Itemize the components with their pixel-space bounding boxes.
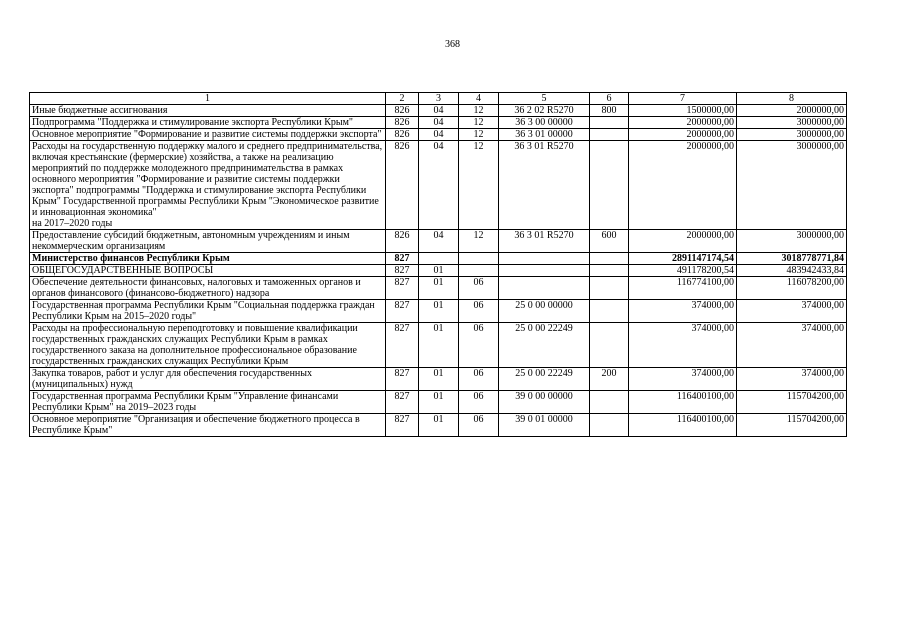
row-col2-cell: 827 [386, 300, 419, 323]
row-col7-cell: 2000000,00 [629, 117, 737, 129]
table-row [30, 117, 847, 129]
row-col6-cell: 600 [590, 230, 629, 253]
row-name-cell: ОБЩЕГОСУДАРСТВЕННЫЕ ВОПРОСЫ [30, 265, 386, 277]
row-col5-cell: 39 0 01 00000 [499, 414, 590, 437]
row-col3-cell: 01 [419, 414, 459, 437]
row-name-cell: Обеспечение деятельности финансовых, налоговых и таможенных органов и органов финансового (финансово-бюджетного) надзора [30, 277, 386, 300]
row-col3-cell: 04 [419, 230, 459, 253]
row-col6-cell [590, 277, 629, 300]
row-col7-cell: 491178200,54 [629, 265, 737, 277]
row-name-cell: Иные бюджетные ассигнования [30, 105, 386, 117]
row-col5-cell: 36 3 01 R5270 [499, 141, 590, 230]
table-row [30, 105, 847, 117]
row-col2-cell: 826 [386, 129, 419, 141]
row-col8-cell: 374000,00 [737, 368, 847, 391]
row-col8-cell: 3000000,00 [737, 117, 847, 129]
row-col5-cell [499, 253, 590, 265]
row-col3-cell: 01 [419, 391, 459, 414]
table-row [30, 414, 847, 437]
row-col3-cell: 04 [419, 105, 459, 117]
table-row [30, 141, 847, 230]
row-col5-cell [499, 265, 590, 277]
row-name-cell: Расходы на государственную поддержку малого и среднего предпринимательства, включая крестьянские (фермерские) хозяйства, а также на реализацию мероприятий по поддержке молодежного предпринимательства в рамках основного мероприятия "Формирование и развитие системы поддержки экспорта" подпрограммы "Поддержка и стимулирование экспорта Республики Крым" Государственной программы Республики Крым "Экономическое развитие и инновационная экономика" на 2017–2020 годы [30, 141, 386, 230]
row-col4-cell: 12 [459, 105, 499, 117]
row-col8-cell: 374000,00 [737, 300, 847, 323]
header-cell: 4 [459, 93, 499, 105]
row-col4-cell: 06 [459, 277, 499, 300]
row-col8-cell: 3000000,00 [737, 141, 847, 230]
row-name-cell: Предоставление субсидий бюджетным, автономным учреждениям и иным некоммерческим организациям [30, 230, 386, 253]
row-col2-cell: 826 [386, 230, 419, 253]
row-col6-cell: 200 [590, 368, 629, 391]
row-col4-cell: 06 [459, 368, 499, 391]
budget-table [29, 92, 847, 437]
header-cell: 6 [590, 93, 629, 105]
row-col5-cell: 39 0 00 00000 [499, 391, 590, 414]
row-col7-cell: 116400100,00 [629, 391, 737, 414]
row-col2-cell: 827 [386, 253, 419, 265]
table-row [30, 253, 847, 265]
row-col3-cell: 01 [419, 277, 459, 300]
row-name-cell: Основное мероприятие "Организация и обеспечение бюджетного процесса в Республике Крым" [30, 414, 386, 437]
row-col8-cell: 115704200,00 [737, 414, 847, 437]
row-col6-cell [590, 253, 629, 265]
row-col3-cell: 04 [419, 141, 459, 230]
row-name-cell: Подпрограмма "Поддержка и стимулирование экспорта Республики Крым" [30, 117, 386, 129]
row-col5-cell: 36 2 02 R5270 [499, 105, 590, 117]
row-col3-cell: 04 [419, 129, 459, 141]
row-col3-cell: 01 [419, 265, 459, 277]
row-col6-cell [590, 414, 629, 437]
row-col4-cell: 06 [459, 323, 499, 368]
row-col5-cell: 25 0 00 22249 [499, 323, 590, 368]
row-col8-cell: 3000000,00 [737, 230, 847, 253]
row-col8-cell: 115704200,00 [737, 391, 847, 414]
row-col8-cell: 483942433,84 [737, 265, 847, 277]
row-col2-cell: 827 [386, 391, 419, 414]
table-row [30, 129, 847, 141]
row-col4-cell: 12 [459, 129, 499, 141]
row-col2-cell: 826 [386, 117, 419, 129]
row-col4-cell: 06 [459, 414, 499, 437]
row-col8-cell: 3018778771,84 [737, 253, 847, 265]
page-number: 368 [445, 39, 460, 50]
row-col8-cell: 374000,00 [737, 323, 847, 368]
row-name-cell: Основное мероприятие "Формирование и развитие системы поддержки экспорта" [30, 129, 386, 141]
row-col4-cell: 12 [459, 117, 499, 129]
row-col2-cell: 827 [386, 277, 419, 300]
table-row [30, 265, 847, 277]
header-cell: 5 [499, 93, 590, 105]
row-col4-cell: 12 [459, 230, 499, 253]
table-row [30, 277, 847, 300]
table-header-row [30, 93, 847, 105]
table-row [30, 391, 847, 414]
row-col5-cell [499, 277, 590, 300]
table-row [30, 323, 847, 368]
row-col2-cell: 827 [386, 414, 419, 437]
row-col7-cell: 2000000,00 [629, 129, 737, 141]
row-col3-cell [419, 253, 459, 265]
table-row [30, 230, 847, 253]
row-col5-cell: 36 3 01 00000 [499, 129, 590, 141]
row-name-cell: Министерство финансов Республики Крым [30, 253, 386, 265]
header-cell: 8 [737, 93, 847, 105]
row-col2-cell: 826 [386, 105, 419, 117]
row-name-cell: Государственная программа Республики Крым "Социальная поддержка граждан Республики Крым на 2015–2020 годы" [30, 300, 386, 323]
row-col4-cell [459, 265, 499, 277]
row-col6-cell [590, 141, 629, 230]
row-col3-cell: 01 [419, 368, 459, 391]
row-col7-cell: 1500000,00 [629, 105, 737, 117]
row-col4-cell [459, 253, 499, 265]
row-col7-cell: 2000000,00 [629, 230, 737, 253]
row-col2-cell: 827 [386, 323, 419, 368]
row-name-cell: Государственная программа Республики Крым "Управление финансами Республики Крым" на 2019–2023 годы [30, 391, 386, 414]
row-col3-cell: 01 [419, 300, 459, 323]
row-col7-cell: 116400100,00 [629, 414, 737, 437]
row-col5-cell: 25 0 00 22249 [499, 368, 590, 391]
row-col5-cell: 36 3 00 00000 [499, 117, 590, 129]
row-col2-cell: 827 [386, 368, 419, 391]
row-col8-cell: 3000000,00 [737, 129, 847, 141]
row-col7-cell: 374000,00 [629, 368, 737, 391]
row-col6-cell [590, 323, 629, 368]
row-col6-cell [590, 129, 629, 141]
table-body [30, 105, 847, 437]
header-cell: 3 [419, 93, 459, 105]
header-cell: 1 [30, 93, 386, 105]
row-col7-cell: 116774100,00 [629, 277, 737, 300]
row-col4-cell: 06 [459, 300, 499, 323]
row-col7-cell: 374000,00 [629, 300, 737, 323]
row-col6-cell [590, 117, 629, 129]
row-col2-cell: 826 [386, 141, 419, 230]
row-col3-cell: 01 [419, 323, 459, 368]
row-col7-cell: 374000,00 [629, 323, 737, 368]
header-cell: 2 [386, 93, 419, 105]
row-col7-cell: 2000000,00 [629, 141, 737, 230]
row-col4-cell: 06 [459, 391, 499, 414]
row-col2-cell: 827 [386, 265, 419, 277]
row-col6-cell [590, 300, 629, 323]
header-cell: 7 [629, 93, 737, 105]
row-col4-cell: 12 [459, 141, 499, 230]
row-col6-cell: 800 [590, 105, 629, 117]
row-col6-cell [590, 391, 629, 414]
row-col3-cell: 04 [419, 117, 459, 129]
table-row [30, 368, 847, 391]
row-col8-cell: 116078200,00 [737, 277, 847, 300]
row-col8-cell: 2000000,00 [737, 105, 847, 117]
row-col5-cell: 36 3 01 R5270 [499, 230, 590, 253]
row-col5-cell: 25 0 00 00000 [499, 300, 590, 323]
row-col7-cell: 2891147174,54 [629, 253, 737, 265]
row-name-cell: Расходы на профессиональную переподготовку и повышение квалификации государственных гражданских служащих Республики Крым в рамках государственного заказа на дополнительное профессиональное образование государственных гражданских служащих Республики Крым [30, 323, 386, 368]
row-name-cell: Закупка товаров, работ и услуг для обеспечения государственных (муниципальных) нужд [30, 368, 386, 391]
table-row [30, 300, 847, 323]
row-col6-cell [590, 265, 629, 277]
